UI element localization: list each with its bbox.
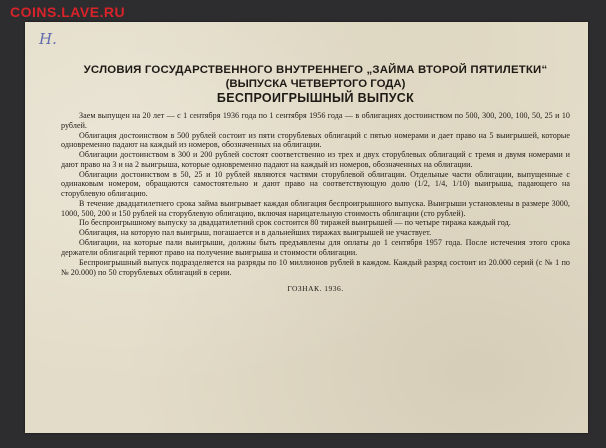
paragraph-fractions: Облигации достоинством в 50, 25 и 10 рублей являются частями сторублевой облигации. Отдельные части облигации, выпущенные с одинаковым номером, обращаются самостоятельно и дают право на соответствующую долю (1/2, 1/4, 1/10) выигрыша, падающего на сторублевую облигацию. <box>61 169 570 198</box>
paragraph-term: Заем выпущен на 20 лет — с 1 сентября 1936 года по 1 сентября 1956 года — в облигациях достоинством по 500, 300, 200, 100, 50, 25 и 10 рублей. <box>61 111 570 130</box>
document-title: УСЛОВИЯ ГОСУДАРСТВЕННОГО ВНУТРЕННЕГО „ЗАЙМА ВТОРОЙ ПЯТИЛЕТКИ“ <box>83 64 548 76</box>
bond-conditions-sheet <box>25 22 588 433</box>
paragraph-winnings: В течение двадцатилетнего срока займа выигрывает каждая облигация беспроигрышного выпуска. Выигрыши установлены в размере 3000, 1000, 500, 200 и 150 рублей на сторублевую облигацию, включая нарицательную стоимость облигации (сто рублей). <box>61 198 570 218</box>
document-subtitle: (ВЫПУСКА ЧЕТВЕРТОГО ГОДА) <box>225 78 406 90</box>
conditions-body <box>61 111 570 277</box>
site-watermark: COINS.LAVE.RU <box>10 4 126 20</box>
paragraph-series: Беспроигрышный выпуск подразделяется на разряды по 10 миллионов рублей в каждом. Каждый разряд состоит из 20.000 серий (с № 1 по № 20.000) по 50 сторублевых облигаций в серии. <box>61 258 570 277</box>
paragraph-500: Облигация достоинством в 500 рублей состоит из пяти сторублевых облигаций с пятью номерами и дает право на 5 выигрышей, которые одновременно падают на каждый из номеров, обозначенных на облигации. <box>61 130 570 150</box>
issue-heading: БЕСПРОИГРЫШНЫЙ ВЫПУСК <box>216 91 415 105</box>
handwritten-mark: Н. <box>39 30 57 48</box>
paragraph-300-200: Облигации достоинством в 300 и 200 рублей состоят соответственно из трех и двух сторублевых облигаций с тремя и двумя номерами и дают право на 3 и на 2 выигрыша, которые одновременно падают на каждый из номеров, обозначенных на облигации. <box>61 150 570 169</box>
printer-imprint: ГОЗНАК. 1936. <box>287 284 344 294</box>
paragraph-deadline: Облигации, на которые пали выигрыши, должны быть предъявлены для оплаты до 1 сентября 1957 года. После истечения этого срока держатели облигаций теряют право на получение выигрыша и стоимости облигации. <box>61 238 570 258</box>
paragraph-draws: По беспроигрышному выпуску за двадцатилетний срок состоится 80 тиражей выигрышей — по четыре тиража каждый год. <box>79 218 511 228</box>
paragraph-redemption: Облигация, на которую пал выигрыш, погашается и в дальнейших тиражах выигрышей не участвует. <box>79 228 432 238</box>
